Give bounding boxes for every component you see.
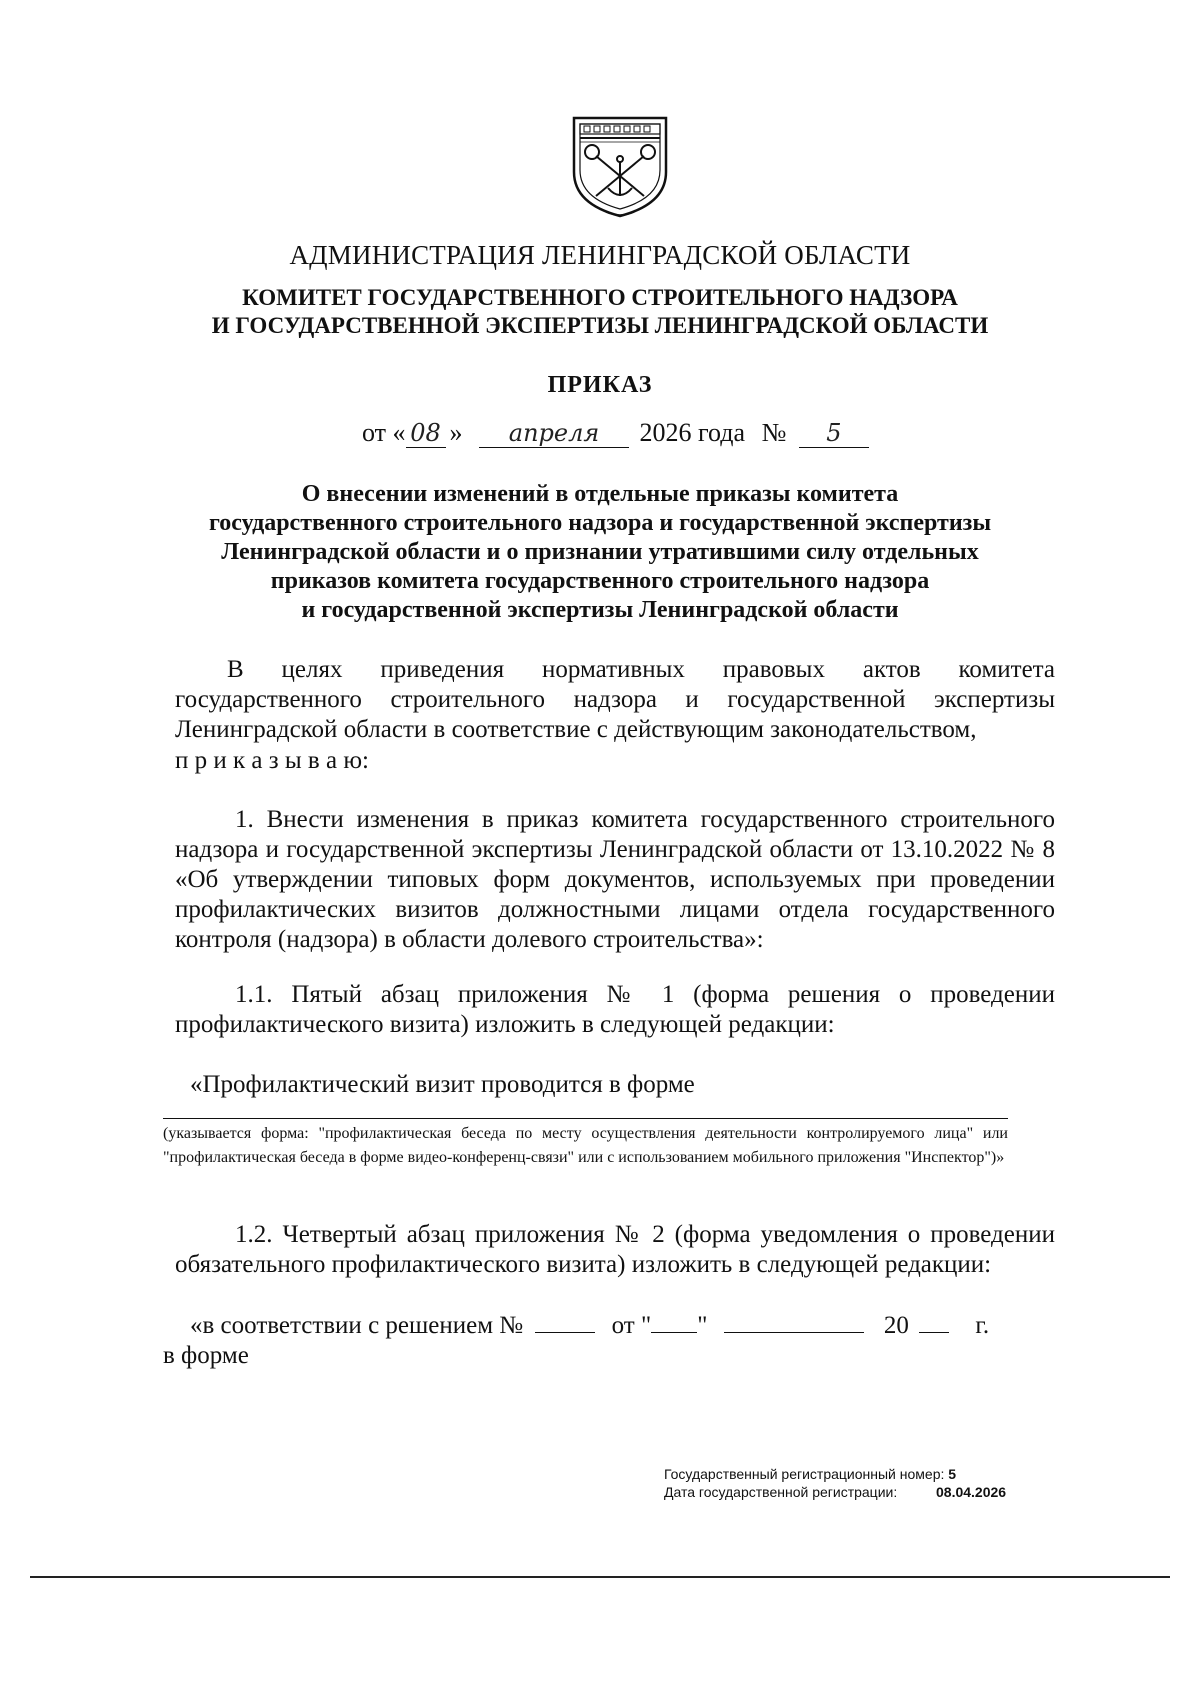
month-blank <box>724 1312 864 1333</box>
committee-title-line-2: И ГОСУДАРСТВЕННОЙ ЭКСПЕРТИЗЫ ЛЕНИНГРАДСКОЙ ОБЛАСТИ <box>211 313 989 338</box>
quote-2-start: «в соответствии с решением № <box>190 1312 524 1339</box>
day-blank <box>651 1312 697 1333</box>
preamble-paragraph <box>175 655 1055 745</box>
document-number: 5 <box>799 419 869 448</box>
quote-2-year: 20 <box>883 1312 909 1339</box>
date-month: апреля <box>479 419 629 448</box>
document-type: ПРИКАЗ <box>547 372 653 398</box>
registration-number-label: Государственный регистрационный номер: <box>664 1466 945 1482</box>
footnote-1: (указывается форма: "профилактическая беседа по месту осуществления деятельности контролируемого лица" или "профилактическая беседа в форме видео-конференц-связи" или с использованием мобильного приложения "Инспектор")» <box>163 1125 1008 1166</box>
date-line <box>362 418 869 448</box>
date-day: 08 <box>406 419 446 448</box>
item-1-2-paragraph: 1.2. Четвертый абзац приложения № 2 (форма уведомления о проведении обязательного профилактического визита) изложить в следующей редакции: <box>175 1221 1055 1278</box>
number-sign: № <box>761 418 787 447</box>
subject-line-1: О внесении изменений в отдельные приказы комитета <box>301 481 899 507</box>
subject-line-2: государственного строительного надзора и государственной экспертизы <box>208 510 992 536</box>
preamble-text: В целях приведения нормативных правовых актов комитета государственного строительного надзора и государственной экспертизы Ленинградской области в соответствие с действующим законодательством, <box>175 656 1055 743</box>
subject-line-5: и государственной экспертизы Ленинградской области <box>301 597 899 623</box>
bottom-rule <box>30 1576 1170 1578</box>
item-1-paragraph: 1. Внести изменения в приказ комитета государственного строительного надзора и государственной экспертизы Ленинградской области от 13.10.2022 № 8 «Об утверждении типовых форм документов, используемых при проведении профилактических визитов должностными лицами отдела государственного контроля (надзора) в области долевого строительства»: <box>175 806 1055 953</box>
coat-of-arms-icon <box>566 112 674 220</box>
quote-2-from: от " <box>611 1312 652 1339</box>
quote-2-line <box>190 1312 989 1340</box>
date-year: 2026 года <box>639 418 746 447</box>
quote-1-fill-line <box>163 1118 1008 1119</box>
registration-number-value: 5 <box>948 1466 957 1482</box>
registration-info <box>664 1465 1006 1501</box>
registration-date-value: 08.04.2026 <box>936 1484 1007 1500</box>
decision-number-blank <box>535 1312 595 1333</box>
quote-2-form: в форме <box>163 1342 249 1369</box>
year-blank <box>919 1312 949 1333</box>
administration-title: АДМИНИСТРАЦИЯ ЛЕНИНГРАДСКОЙ ОБЛАСТИ <box>289 240 911 270</box>
committee-title-line-1: КОМИТЕТ ГОСУДАРСТВЕННОГО СТРОИТЕЛЬНОГО НАДЗОРА <box>242 285 958 310</box>
date-quote-close: » <box>449 418 463 447</box>
quote-2-quote: " <box>697 1312 708 1339</box>
order-word: п р и к а з ы в а ю: <box>175 747 369 774</box>
quote-1-text: «Профилактический визит проводится в форме <box>190 1071 695 1098</box>
item-1-1-paragraph: 1.1. Пятый абзац приложения № 1 (форма решения о проведении профилактического визита) изложить в следующей редакции: <box>175 981 1055 1038</box>
date-prefix: от « <box>362 418 406 447</box>
quote-2-g: г. <box>975 1312 990 1339</box>
registration-date-label: Дата государственной регистрации: <box>664 1484 898 1500</box>
subject-line-3: Ленинградской области и о признании утратившими силу отдельных <box>221 539 979 565</box>
subject-line-4: приказов комитета государственного строительного надзора <box>270 568 930 594</box>
